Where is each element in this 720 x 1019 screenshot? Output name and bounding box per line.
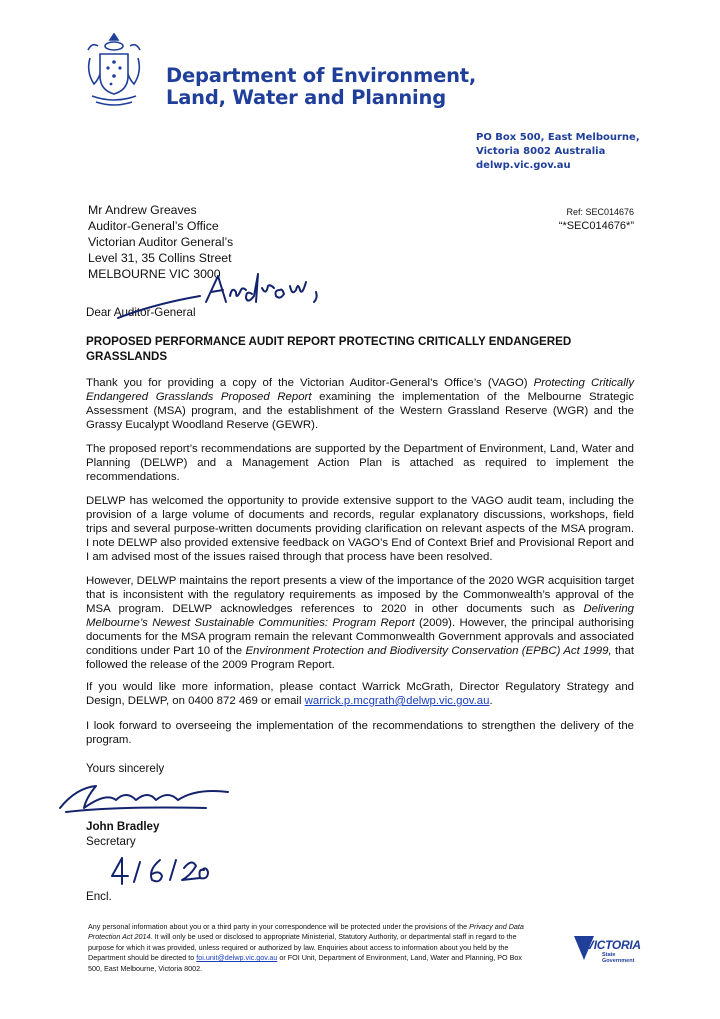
signatory-name: John Bradley	[86, 820, 160, 833]
valediction: Yours sincerely	[86, 762, 165, 775]
victoria-tagline-1: State	[602, 952, 616, 958]
handwritten-date	[104, 854, 214, 888]
department-name-line1: Department of Environment,	[166, 64, 477, 87]
body-paragraph-3: DELWP has welcomed the opportunity to provide extensive support to the VAGO audit team, including the provision of a large volume of documents and records, regular explanatory discussions, workshops, field trips and several purpose-written documents providing clarification on relevant aspects of the MSA program. I note DELWP also provided extensive feedback on VAGO’s End of Context Brief and Provisional Report and I am advised most of the issues raised through that process have been resolved.	[86, 495, 634, 563]
website-link[interactable]: delwp.vic.gov.au	[476, 160, 571, 171]
handwritten-greeting	[200, 268, 330, 308]
recipient-street: Level 31, 35 Collins Street	[88, 251, 232, 265]
privacy-footer: Any personal information about you or a third party in your correspondence will be protected under the provisions of the Privacy and Data Protection Act 2014. It will only be used or disclosed to appropriate Ministerial, Statutory Authority, or departmental staff in regard to the purpose for which it was provided, unless required or authorized by law. Enquiries about access to information about you held by the Department should be directed to foi.unit@delwp.vic.gov.au or FOI Unit, Department of Environment, Land, Water and Planning, PO Box 500, East Melbourne, Victoria 8002.	[88, 922, 524, 973]
signature	[56, 778, 236, 818]
recipient-name: Mr Andrew Greaves	[88, 203, 197, 217]
reference-number: Ref: SEC014676	[566, 207, 634, 217]
salutation: Dear Auditor-General	[86, 306, 196, 319]
body-paragraph-1: Thank you for providing a copy of the Victorian Auditor-General’s Office’s (VAGO) Protecting Critically Endangered Grasslands Proposed Report examining the implementation of the Melbourne Strategic Assessment (MSA) program, and the establishment of the Western Grassland Reserve (WGR) and the Grassy Eucalypt Woodland Reserve (GEWR).	[86, 377, 635, 431]
coat-of-arms-logo	[84, 30, 144, 108]
foi-email-link[interactable]: foi.unit@delwp.vic.gov.au	[196, 953, 278, 963]
body-paragraph-6: I look forward to overseeing the implementation of the recommendations to strengthen the delivery of the program.	[86, 720, 634, 746]
contact-email-link[interactable]: warrick.p.mcgrath@delwp.vic.gov.au	[304, 695, 490, 707]
recipient-org: Victorian Auditor General’s	[88, 235, 234, 249]
body-paragraph-4: However, DELWP maintains the report presents a view of the importance of the 2020 WGR acquisition target that is inconsistent with the regulatory requirements as imposed by the Commonwealth’s approval of the MSA program. DELWP acknowledges references to 2020 in other documents such as Delivering Melbourne’s Newest Sustainable Communities: Program Report (2009). However, the principal authorising documents for the MSA program remain the relevant Commonwealth Government approvals and associated conditions under Part 10 of the Environment Protection and Biodiversity Conservation (EPBC) Act 1999, that followed the release of the 2009 Program Report.	[86, 575, 635, 671]
address-line1: PO Box 500, East Melbourne,	[476, 132, 640, 143]
address-line2: Victoria 8002 Australia	[476, 146, 606, 157]
victoria-wordmark: VICTORIA	[586, 938, 641, 952]
body-paragraph-5: If you would like more information, please contact Warrick McGrath, Director Regulatory Strategy and Design, DELWP, on 0400 872 469 or email warrick.p.mcgrath@delwp.vic.gov.au.	[86, 681, 634, 707]
subject-heading: PROPOSED PERFORMANCE AUDIT REPORT PROTECTING CRITICALLY ENDANGERED GRASSLANDS	[86, 335, 572, 363]
recipient-city: MELBOURNE VIC 3000	[88, 267, 221, 281]
reference-barcode-text: “*SEC014676*”	[558, 220, 634, 232]
recipient-office: Auditor-General’s Office	[88, 219, 219, 233]
enclosure-note: Encl.	[86, 890, 112, 903]
body-paragraph-2: The proposed report’s recommendations are supported by the Department of Environment, Land, Water and Planning (DELWP) and a Management Action Plan is attached as required to implement the recommendations.	[86, 443, 634, 483]
department-name-line2: Land, Water and Planning	[166, 86, 446, 109]
handwritten-strikethrough	[114, 292, 204, 322]
victoria-tagline-2: Government	[602, 958, 635, 964]
victoria-state-government-logo	[572, 930, 641, 974]
signatory-title: Secretary	[86, 835, 136, 848]
